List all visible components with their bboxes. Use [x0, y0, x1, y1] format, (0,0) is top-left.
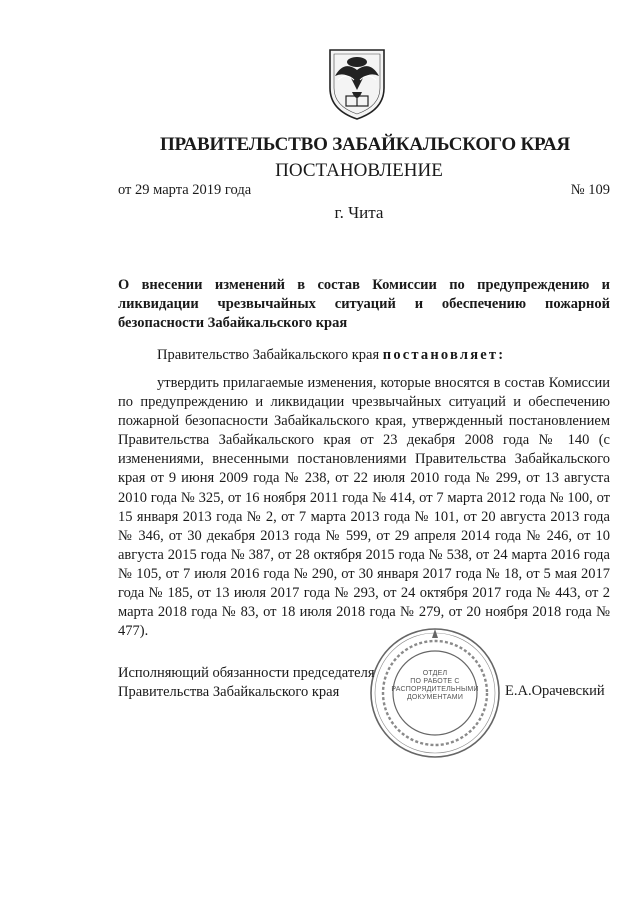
preamble	[157, 347, 505, 364]
stamp-inscription: ОТДЕЛ ПО РАБОТЕ С РАСПОРЯДИТЕЛЬНЫМИ ДОКУМЕНТАМИ	[391, 670, 479, 701]
signatory-name: Е.А.Орачевский	[505, 683, 605, 699]
document-subject: О внесении изменений в состав Комиссии по предупреждению и ликвидации чрезвычайных ситуаций и обеспечению пожарной безопасности Забайкальского края	[118, 277, 610, 331]
signatory-position	[118, 664, 375, 702]
preamble-subject: Правительство Забайкальского края	[157, 347, 380, 363]
resolution-body: утвердить прилагаемые изменения, которые вносятся в состав Комиссии по предупреждению и ликвидации чрезвычайных ситуаций и обеспечению пожарной безопасности Забайкальского края, утвержденный постановлением Правительства Забайкальского края от 23 декабря 2008 года № 140 (с изменениями, внесенными постановлениями Правительства Забайкальского края от 9 июня 2009 года № 238, от 22 июля 2010 года № 299, от 13 августа 2010 года № 325, от 16 ноября 2011 года № 414, от 7 марта 2012 года № 100, от 15 января 2013 года № 2, от 7 марта 2013 года № 101, от 20 августа 2013 года № 346, от 30 декабря 2013 года № 599, от 29 апреля 2014 года № 246, от 10 августа 2015 года № 387, от 28 октября 2015 года № 538, от 24 марта 2016 года № 105, от 7 июля 2016 года № 290, от 30 января 2017 года № 18, от 5 мая 2017 года № 185, от 13 июля 2017 года № 293, от 24 октября 2017 года № 443, от 2 марта 2018 года № 83, от 18 июля 2018 года № 279, от 20 ноября 2018 года № 477).	[118, 375, 610, 640]
document-number: № 109	[570, 182, 610, 198]
document-city: г. Чита	[334, 203, 384, 222]
signatory-position-line1: Исполняющий обязанности председателя	[118, 665, 375, 681]
signatory-position-line2: Правительства Забайкальского края	[118, 684, 340, 700]
document-date: от 29 марта 2019 года	[118, 182, 252, 198]
document-type: ПОСТАНОВЛЕНИЕ	[275, 160, 443, 181]
organization-title: ПРАВИТЕЛЬСТВО ЗАБАЙКАЛЬСКОГО КРАЯ	[159, 134, 571, 155]
coat-of-arms-icon	[324, 46, 390, 122]
preamble-verb: постановляет:	[382, 347, 506, 363]
